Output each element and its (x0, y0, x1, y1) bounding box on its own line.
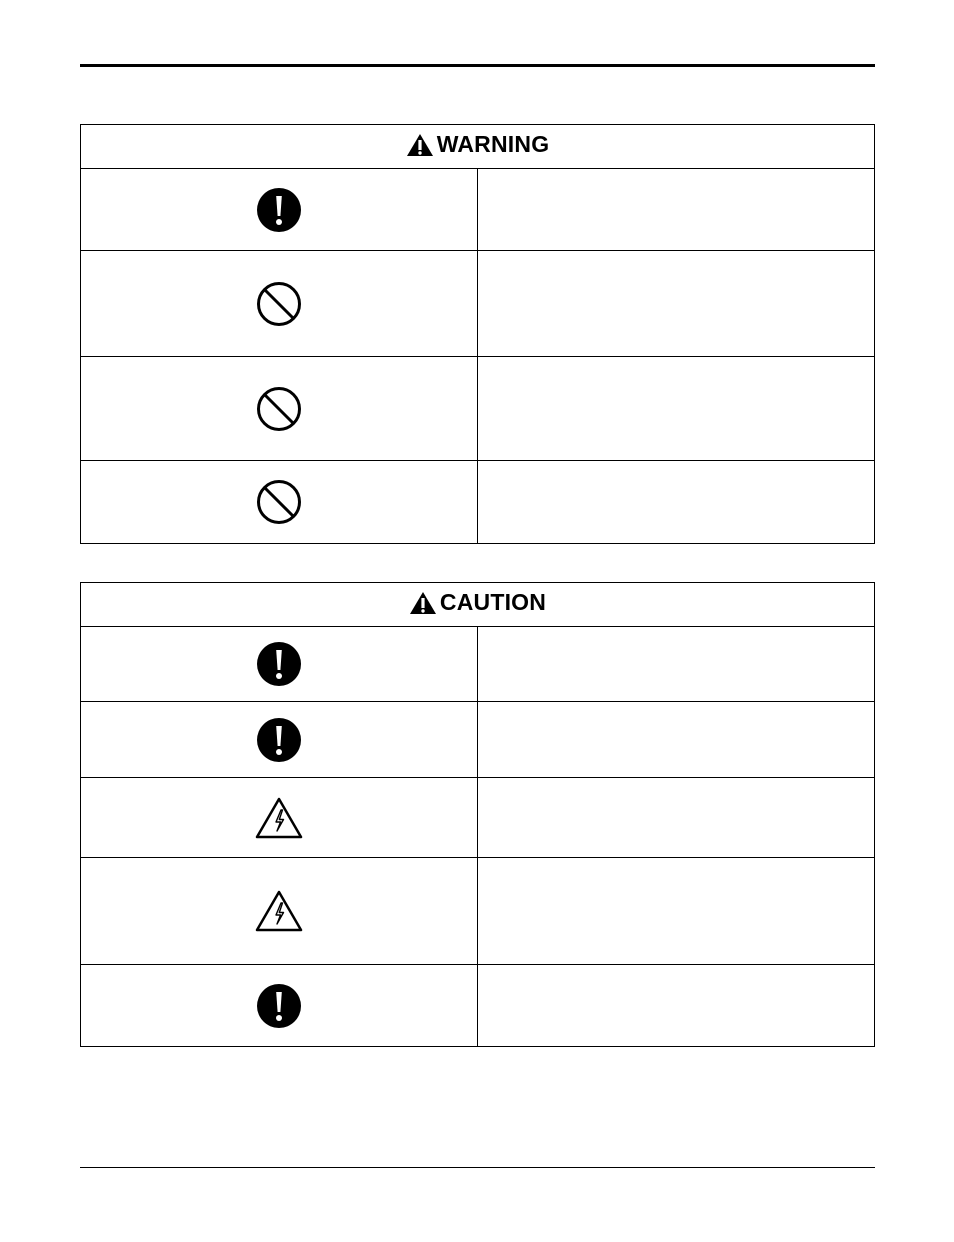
bottom-rule (80, 1167, 875, 1168)
prohibition-icon (256, 281, 302, 327)
caution-row (81, 702, 875, 778)
caution-row (81, 858, 875, 965)
warning-triangle-icon (409, 591, 437, 615)
mandatory-exclamation-icon (256, 187, 302, 233)
caution-row (81, 778, 875, 858)
warning-header (81, 125, 875, 169)
caution-table (80, 582, 875, 1047)
warning-row-text (478, 461, 875, 544)
warning-row (81, 251, 875, 357)
warning-row (81, 357, 875, 461)
warning-title: WARNING (436, 131, 550, 158)
caution-row-text (478, 858, 875, 965)
warning-row (81, 461, 875, 544)
caution-title: CAUTION (439, 589, 547, 616)
warning-triangle-icon (406, 133, 434, 157)
warning-table (80, 124, 875, 544)
warning-row (81, 169, 875, 251)
mandatory-exclamation-icon (256, 641, 302, 687)
caution-row-text (478, 778, 875, 858)
electric-shock-icon (255, 889, 303, 933)
prohibition-icon (256, 479, 302, 525)
caution-row (81, 627, 875, 702)
caution-row-text (478, 627, 875, 702)
warning-row-text (478, 251, 875, 357)
caution-row-text (478, 965, 875, 1047)
caution-header (81, 583, 875, 627)
warning-row-text (478, 169, 875, 251)
electric-shock-icon (255, 796, 303, 840)
mandatory-exclamation-icon (256, 717, 302, 763)
caution-row-text (478, 702, 875, 778)
top-rule (80, 64, 875, 67)
prohibition-icon (256, 386, 302, 432)
mandatory-exclamation-icon (256, 983, 302, 1029)
caution-row (81, 965, 875, 1047)
warning-row-text (478, 357, 875, 461)
